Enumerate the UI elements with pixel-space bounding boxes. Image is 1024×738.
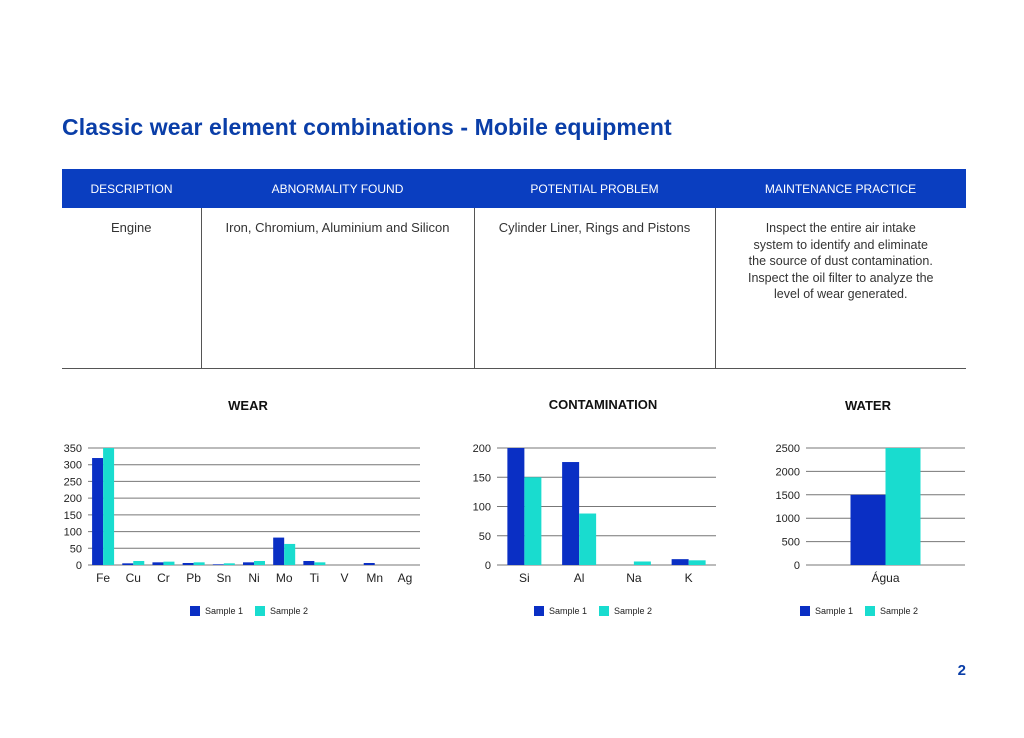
practice-line: level of wear generated. bbox=[774, 287, 908, 301]
header-description: DESCRIPTION bbox=[62, 169, 201, 208]
legend-label: Sample 2 bbox=[270, 606, 309, 616]
legend-label: Sample 1 bbox=[549, 606, 588, 616]
x-tick-label: Al bbox=[573, 571, 585, 585]
bar-sample-2 bbox=[689, 560, 706, 565]
wear-chart bbox=[50, 438, 430, 588]
header-abnormality-found: ABNORMALITY FOUND bbox=[201, 169, 474, 208]
bar-sample-2 bbox=[254, 561, 265, 565]
cell-description: Engine bbox=[62, 208, 201, 369]
y-tick-label: 0 bbox=[793, 560, 800, 572]
bar-sample-1 bbox=[183, 563, 194, 565]
bar-sample-1 bbox=[303, 561, 314, 565]
y-tick-label: 50 bbox=[69, 543, 82, 556]
page-title: Classic wear element combinations - Mobile equipment bbox=[62, 114, 672, 140]
sample-2-swatch bbox=[255, 606, 265, 616]
y-tick-label: 250 bbox=[63, 476, 82, 489]
header-maintenance-practice: MAINTENANCE PRACTICE bbox=[715, 169, 966, 208]
water-chart-title: WATER bbox=[845, 398, 891, 413]
bar-sample-2 bbox=[284, 544, 295, 565]
legend-item-sample-2 bbox=[865, 606, 918, 616]
bar-sample-2 bbox=[314, 562, 325, 565]
legend-label: Sample 1 bbox=[205, 606, 244, 616]
bar-sample-2 bbox=[163, 562, 174, 565]
bar-sample-2 bbox=[886, 448, 921, 565]
x-tick-label: Sn bbox=[216, 571, 232, 585]
x-tick-label: Cr bbox=[157, 571, 170, 585]
x-tick-label: Ni bbox=[248, 571, 260, 585]
cell-problem: Cylinder Liner, Rings and Pistons bbox=[474, 208, 715, 369]
y-tick-label: 100 bbox=[472, 501, 491, 514]
legend-item-sample-1 bbox=[190, 606, 243, 616]
bar-sample-1 bbox=[243, 562, 254, 565]
wear-legend bbox=[190, 606, 308, 616]
x-tick-label: Mn bbox=[366, 571, 384, 585]
table-header-row bbox=[62, 169, 966, 208]
legend-item-sample-1 bbox=[534, 606, 587, 616]
bar-sample-1 bbox=[122, 563, 133, 565]
x-tick-label: Cu bbox=[125, 571, 141, 585]
bar-sample-1 bbox=[672, 559, 689, 565]
y-tick-label: 0 bbox=[75, 560, 82, 572]
y-tick-label: 0 bbox=[484, 560, 491, 572]
bar-sample-2 bbox=[524, 477, 541, 565]
y-tick-label: 50 bbox=[478, 530, 491, 543]
bar-sample-1 bbox=[562, 462, 579, 565]
x-tick-label: Ag bbox=[397, 571, 413, 585]
y-tick-label: 150 bbox=[63, 509, 82, 522]
legend-label: Sample 2 bbox=[614, 606, 653, 616]
bar-sample-1 bbox=[152, 562, 163, 565]
legend-item-sample-1 bbox=[800, 606, 853, 616]
y-tick-label: 500 bbox=[781, 536, 800, 549]
y-tick-label: 350 bbox=[63, 443, 82, 455]
bar-sample-2 bbox=[224, 563, 235, 565]
x-tick-label: Água bbox=[871, 571, 900, 585]
water-legend bbox=[800, 606, 918, 616]
bar-sample-2 bbox=[634, 561, 651, 565]
y-tick-label: 2500 bbox=[775, 443, 800, 455]
bar-sample-2 bbox=[133, 561, 144, 565]
water-chart bbox=[762, 438, 972, 588]
sample-2-swatch bbox=[599, 606, 609, 616]
combinations-table bbox=[62, 169, 966, 369]
y-tick-label: 1000 bbox=[775, 513, 800, 526]
legend-item-sample-2 bbox=[599, 606, 652, 616]
sample-1-swatch bbox=[800, 606, 810, 616]
contamination-legend bbox=[534, 606, 652, 616]
x-tick-label: Ti bbox=[309, 571, 320, 585]
wear-chart-title: WEAR bbox=[228, 398, 268, 413]
x-tick-label: K bbox=[684, 571, 693, 585]
contamination-chart bbox=[460, 438, 725, 588]
bar-sample-1 bbox=[92, 458, 103, 565]
y-tick-label: 300 bbox=[63, 459, 82, 472]
cell-practice bbox=[715, 208, 966, 369]
bar-sample-1 bbox=[213, 564, 224, 565]
y-tick-label: 200 bbox=[63, 493, 82, 506]
page-number: 2 bbox=[957, 662, 966, 679]
x-tick-label: Si bbox=[519, 571, 530, 585]
practice-line: the source of dust contamination. bbox=[748, 254, 933, 268]
legend-label: Sample 1 bbox=[815, 606, 854, 616]
contamination-chart-title: CONTAMINATION bbox=[548, 397, 658, 412]
x-tick-label: Fe bbox=[96, 571, 111, 585]
sample-1-swatch bbox=[534, 606, 544, 616]
x-tick-label: Mo bbox=[275, 571, 293, 585]
combinations-table-container bbox=[62, 169, 966, 369]
x-tick-label: V bbox=[340, 571, 349, 585]
x-tick-label: Pb bbox=[186, 571, 201, 585]
practice-line: Inspect the oil filter to analyze the bbox=[747, 270, 934, 285]
practice-line: system to identify and eliminate bbox=[753, 237, 928, 252]
bar-sample-1 bbox=[273, 538, 284, 565]
y-tick-label: 100 bbox=[63, 526, 82, 539]
y-tick-label: 150 bbox=[472, 472, 491, 485]
sample-1-swatch bbox=[190, 606, 200, 616]
y-tick-label: 1500 bbox=[775, 489, 800, 502]
bar-sample-1 bbox=[507, 448, 524, 565]
cell-abnormality: Iron, Chromium, Aluminium and Silicon bbox=[201, 208, 474, 369]
bar-sample-1 bbox=[851, 495, 886, 565]
bar-sample-2 bbox=[579, 514, 596, 565]
bar-sample-2 bbox=[194, 562, 205, 565]
table-row bbox=[62, 208, 966, 369]
legend-item-sample-2 bbox=[255, 606, 308, 616]
bar-sample-2 bbox=[103, 448, 114, 565]
legend-label: Sample 2 bbox=[880, 606, 919, 616]
x-tick-label: Na bbox=[626, 571, 642, 585]
y-tick-label: 200 bbox=[472, 443, 491, 455]
sample-2-swatch bbox=[865, 606, 875, 616]
practice-line: Inspect the entire air intake bbox=[765, 221, 916, 235]
bar-sample-1 bbox=[364, 563, 375, 565]
y-tick-label: 2000 bbox=[775, 466, 800, 479]
header-potential-problem: POTENTIAL PROBLEM bbox=[474, 169, 715, 208]
